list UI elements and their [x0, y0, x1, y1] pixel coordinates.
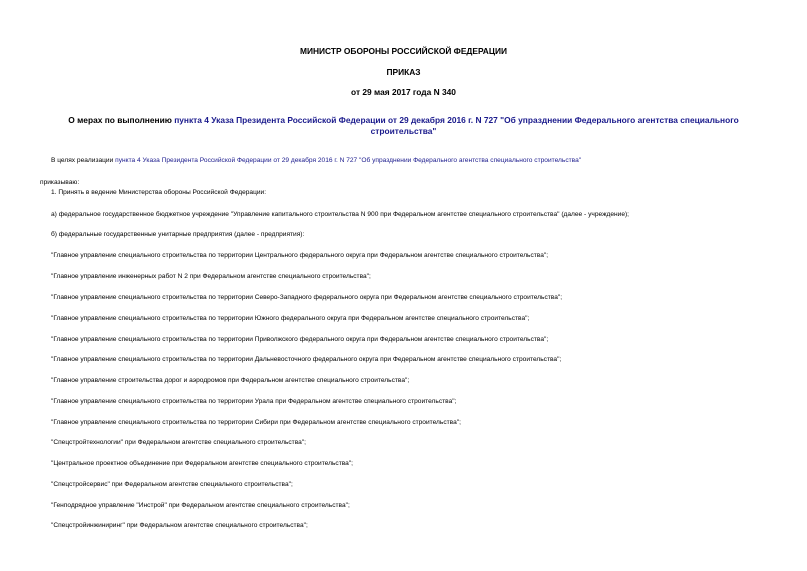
paragraph-a: а) федеральное государственное бюджетное учреждение "Управление капитального строительства N 900 при Федеральном агентстве специального строительства" (далее - учреждение); [51, 211, 630, 218]
list-item: "Главное управление специального строительства по территории Северо-Западного федерального округа при Федеральном агентстве специального строительства"; [51, 294, 563, 301]
title-prefix: О мерах по выполнению [68, 115, 175, 125]
intro-decree-link[interactable]: пункта 4 Указа Президента Российской Федерации от 29 декабря 2016 г. N 727 "Об упразднении Федерального агентства специального строительства" [115, 157, 582, 164]
ministry-heading: МИНИСТР ОБОРОНЫ РОССИЙСКОЙ ФЕДЕРАЦИИ [299, 46, 508, 56]
title-decree-link[interactable]: пункта 4 Указа Президента Российской Федерации от 29 декабря 2016 г. N 727 "Об упразднении Федерального агентства специального строительства" [174, 115, 739, 136]
list-item: "Главное управление специального строительства по территории Дальневосточного федерального округа при Федеральном агентстве специального строительства"; [51, 356, 562, 363]
orders-word: приказываю: [40, 179, 80, 186]
list-item: "Главное управление специального строительства по территории Южного федерального округа при Федеральном агентстве специального строительства"; [51, 315, 530, 322]
intro-paragraph [51, 156, 581, 165]
list-item: "Главное управление строительства дорог и аэродромов при Федеральном агентстве специального строительства"; [51, 377, 410, 384]
list-item: "Главное управление инженерных работ N 2 при Федеральном агентстве специального строительства"; [51, 273, 371, 280]
intro-prefix: В целях реализации [51, 157, 116, 164]
list-item: "Главное управление специального строительства по территории Центрального федерального округа при Федеральном агентстве специального строительства"; [51, 252, 549, 259]
paragraph-1: 1. Принять в ведение Министерства обороны Российской Федерации: [51, 189, 267, 196]
list-item: "Спецстройинжиниринг" при Федеральном агентстве специального строительства"; [51, 522, 308, 529]
document-type: ПРИКАЗ [386, 67, 421, 77]
list-item: "Главное управление специального строительства по территории Сибири при Федеральном агентстве специального строительства"; [51, 419, 461, 426]
list-item: "Генподрядное управление "Инстрой" при Федеральном агентстве специального строительства"; [51, 502, 350, 509]
list-item: "Главное управление специального строительства по территории Урала при Федеральном агентстве специального строительства"; [51, 398, 457, 405]
list-item: "Главное управление специального строительства по территории Приволжского федерального округа при Федеральном агентстве специального строительства"; [51, 336, 549, 343]
paragraph-b: б) федеральные государственные унитарные предприятия (далее - предприятия): [51, 231, 305, 238]
list-item: "Спецстройсервис" при Федеральном агентстве специального строительства"; [51, 481, 293, 488]
document-title [40, 115, 767, 137]
document-date-number: от 29 мая 2017 года N 340 [351, 87, 456, 97]
list-item: "Центральное проектное объединение при Федеральном агентстве специального строительства"; [51, 460, 353, 467]
list-item: "Спецстройтехнологии" при Федеральном агентстве специального строительства"; [51, 439, 306, 446]
